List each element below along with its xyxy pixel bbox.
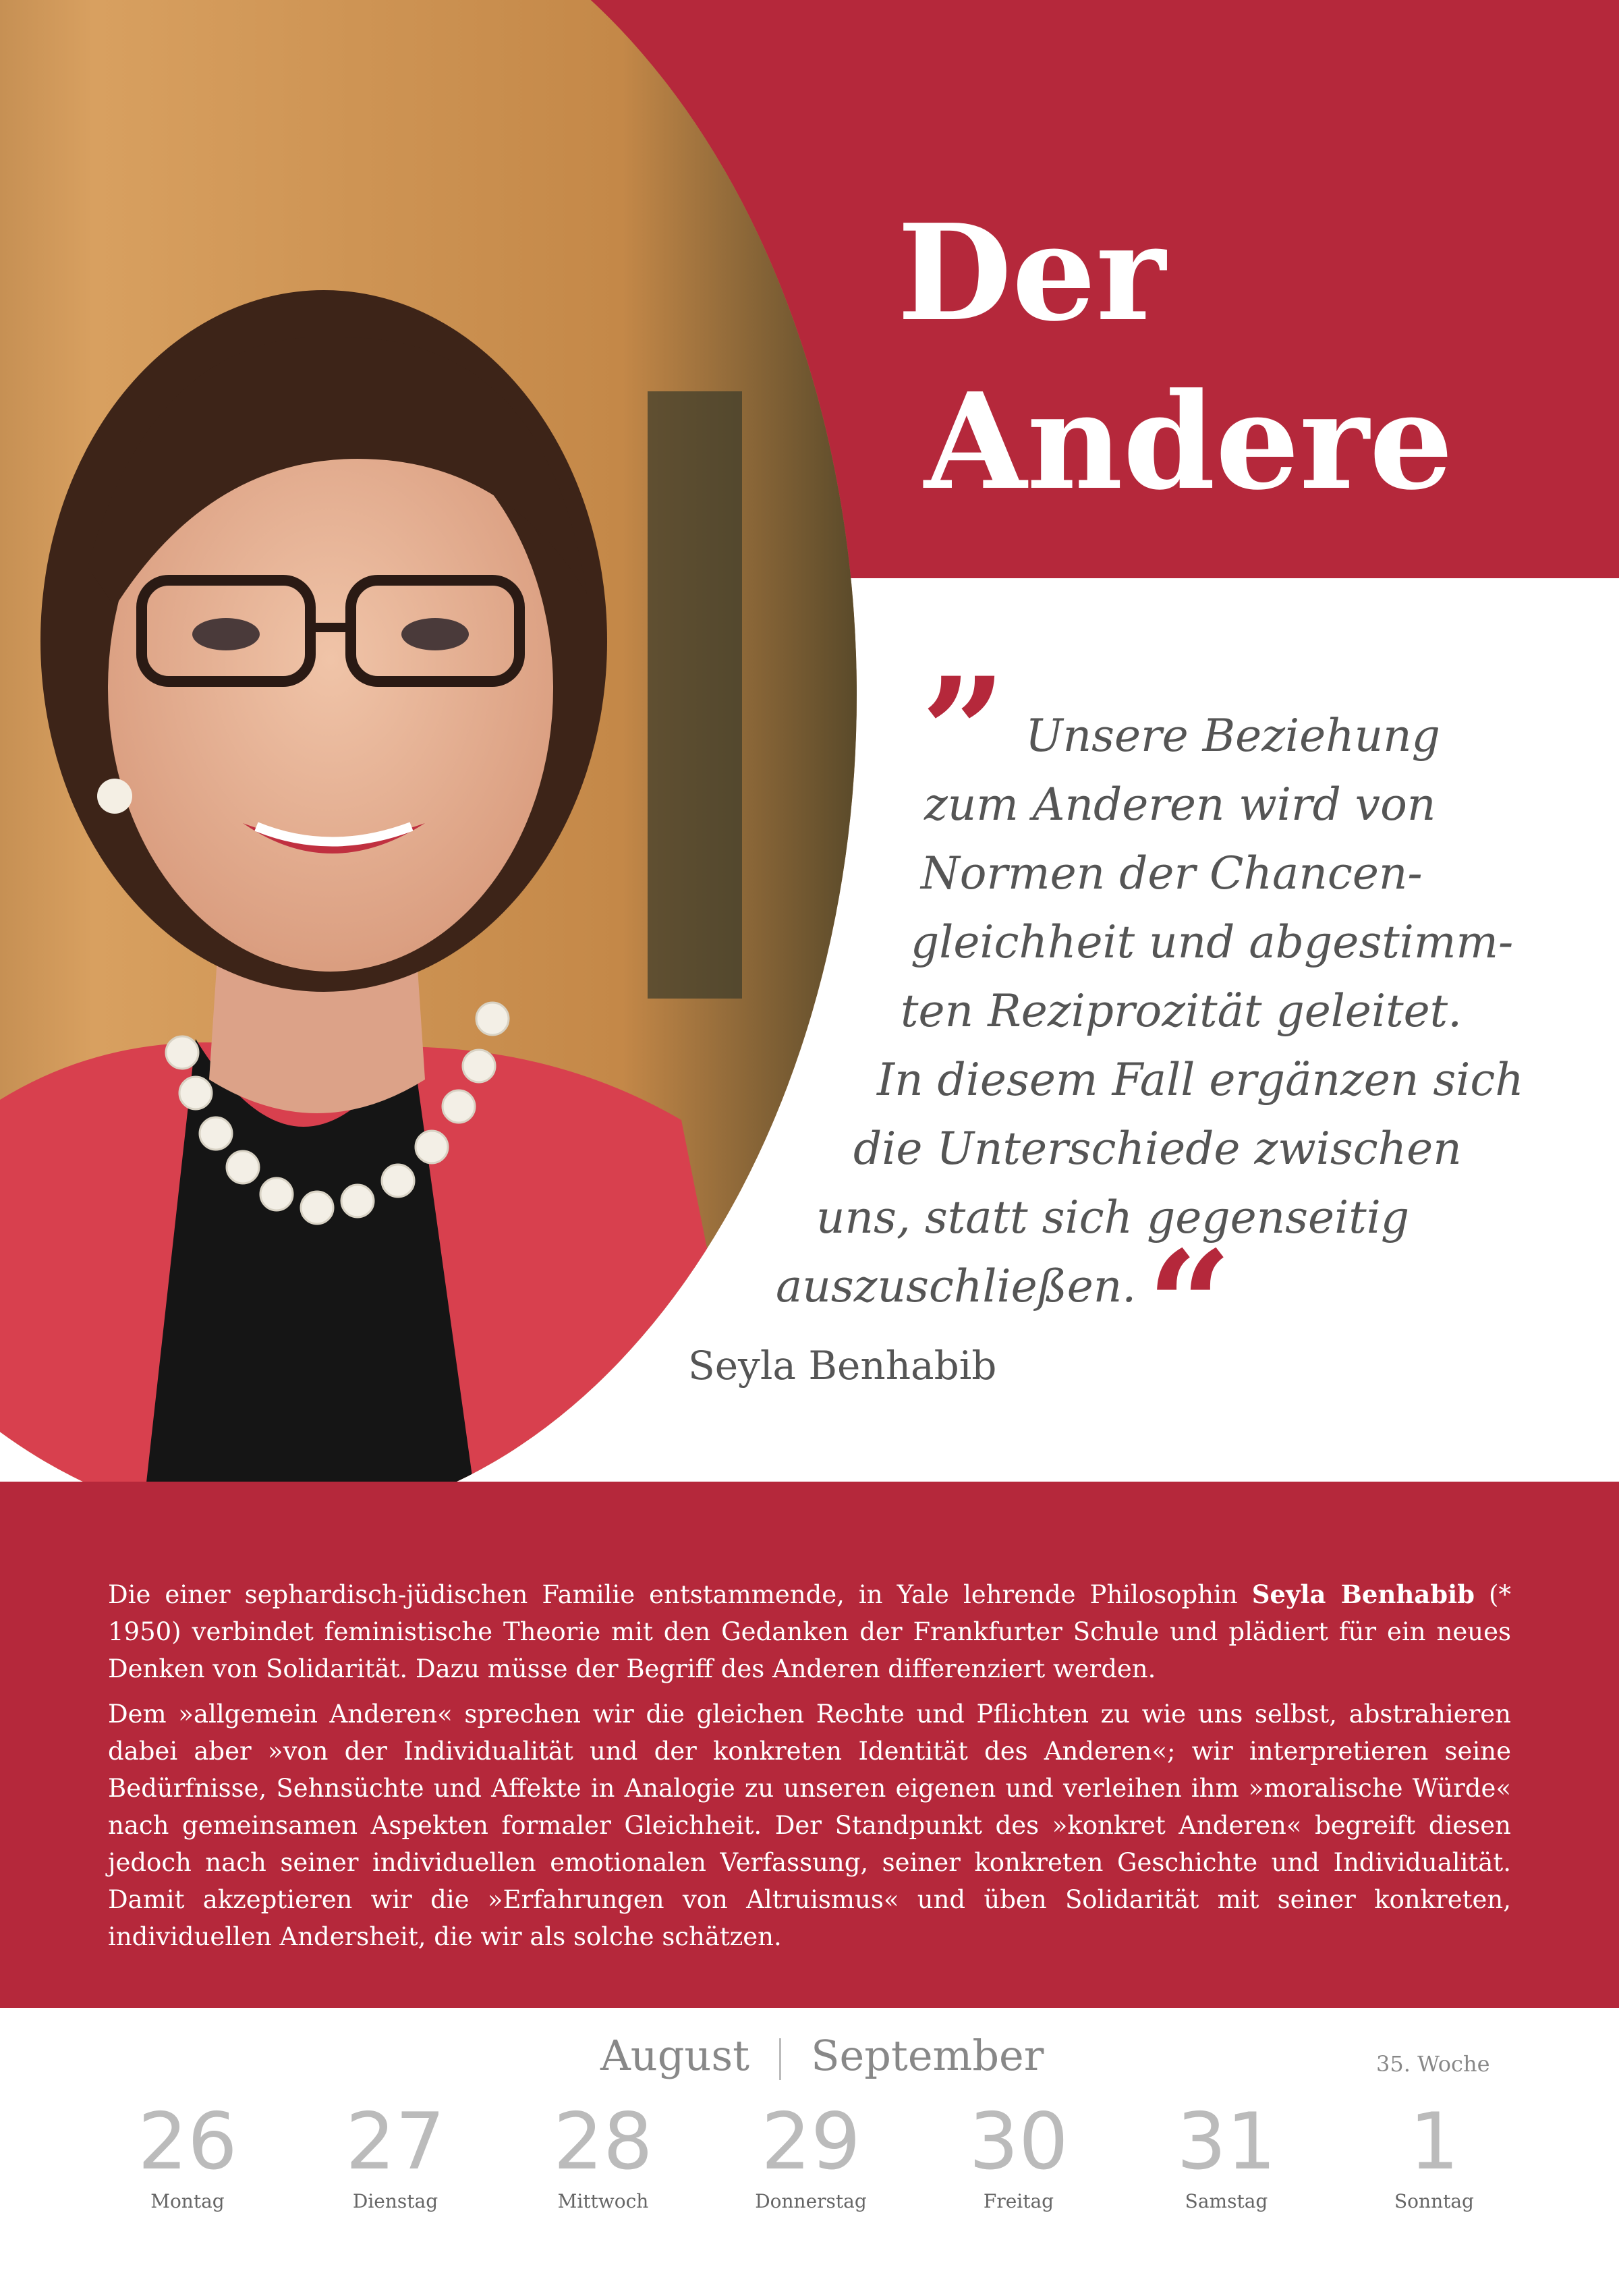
month-september: September: [811, 2031, 1044, 2080]
month-divider: [779, 2038, 781, 2080]
quote-line: ten Reziprozität geleitet.: [901, 985, 1462, 1037]
day-cell: [93, 2098, 282, 2212]
bio-name: Seyla Benhabib: [1251, 1579, 1475, 1609]
headline: [877, 189, 1552, 526]
weekday-label: Mittwoch: [557, 2190, 649, 2212]
day-cell: [716, 2098, 905, 2212]
day-number: 29: [761, 2096, 861, 2187]
quote-line: In diesem Fall ergänzen sich: [877, 1054, 1524, 1106]
open-quote-mark: ”: [921, 644, 1006, 819]
day-number: 27: [345, 2096, 445, 2187]
weekday-label: Freitag: [983, 2190, 1054, 2212]
weekday-label: Sonntag: [1394, 2190, 1474, 2212]
bio-paragraph-1: Die einer sephardisch-jüdischen Familie entstammende, in Yale lehrende Philosophin Seyla Benhabib (* 1950) verbindet feministische Theorie mit den Gedanken der Frankfurter Schule und plädiert für ein neues Denken von Solidarität. Dazu müsse der Begriff des Anderen differenziert werden.: [108, 1579, 1511, 1683]
weekday-label: Donnerstag: [755, 2190, 867, 2212]
quote-line: uns, statt sich gegenseitig: [816, 1192, 1410, 1243]
day-number: 31: [1176, 2096, 1276, 2187]
quote-author: Seyla Benhabib: [688, 1343, 997, 1389]
quote-line: auszuschließen.: [776, 1260, 1137, 1312]
day-number: 30: [969, 2096, 1069, 2187]
day-cell: [1340, 2098, 1529, 2212]
day-number: 28: [553, 2096, 653, 2187]
week-number: 35. Woche: [1376, 2051, 1490, 2077]
day-cell: [301, 2098, 490, 2212]
headline-line-1: Der: [897, 196, 1166, 351]
day-cell: [1132, 2098, 1321, 2212]
weekday-label: Montag: [150, 2190, 225, 2212]
portrait-photo: [0, 0, 857, 1525]
quote-line: die Unterschiede zwischen: [853, 1123, 1462, 1175]
quote-line: zum Anderen wird von: [924, 779, 1436, 831]
month-august: August: [600, 2031, 750, 2080]
headline-line-2: Andere: [924, 364, 1454, 520]
bio-paragraph-2: Dem »allgemein Anderen« sprechen wir die gleichen Rechte und Pflichten zu wie uns selbst, abstrahieren dabei aber »von der Individualität und der konkreten Identität des Anderen«; wir interpretieren seine Bedürfnisse, Sehnsüchte und Affekte in Analogie zu unseren eigenen und verleihen ihm »moralische Würde« nach gemeinsamen Aspekten formaler Gleichheit. Der Standpunkt des »konkret Anderen« begreift diesen jedoch nach seiner individuellen emotionalen Verfassung, seiner konkreten Geschichte und Individualität. Damit akzeptieren wir die »Erfahrungen von Altruismus« und üben Solidarität mit seiner konkreten, individuellen Andersheit, die wir als solche schätzen.: [108, 1700, 1511, 1951]
day-cell: [509, 2098, 698, 2212]
weekday-label: Samstag: [1185, 2190, 1268, 2212]
day-number: 26: [138, 2096, 237, 2187]
weekday-label: Dienstag: [352, 2190, 438, 2212]
quote-line: gleichheit und abgestimm-: [911, 916, 1514, 968]
day-cell: [924, 2098, 1113, 2212]
day-number: 1: [1409, 2096, 1459, 2187]
quote-line: Normen der Chancen-: [921, 847, 1423, 899]
close-quote-mark: “: [1147, 1218, 1232, 1393]
month-header: [600, 2031, 1044, 2080]
biography: [108, 1576, 1511, 1963]
quote-line: Unsere Beziehung: [1025, 710, 1440, 762]
